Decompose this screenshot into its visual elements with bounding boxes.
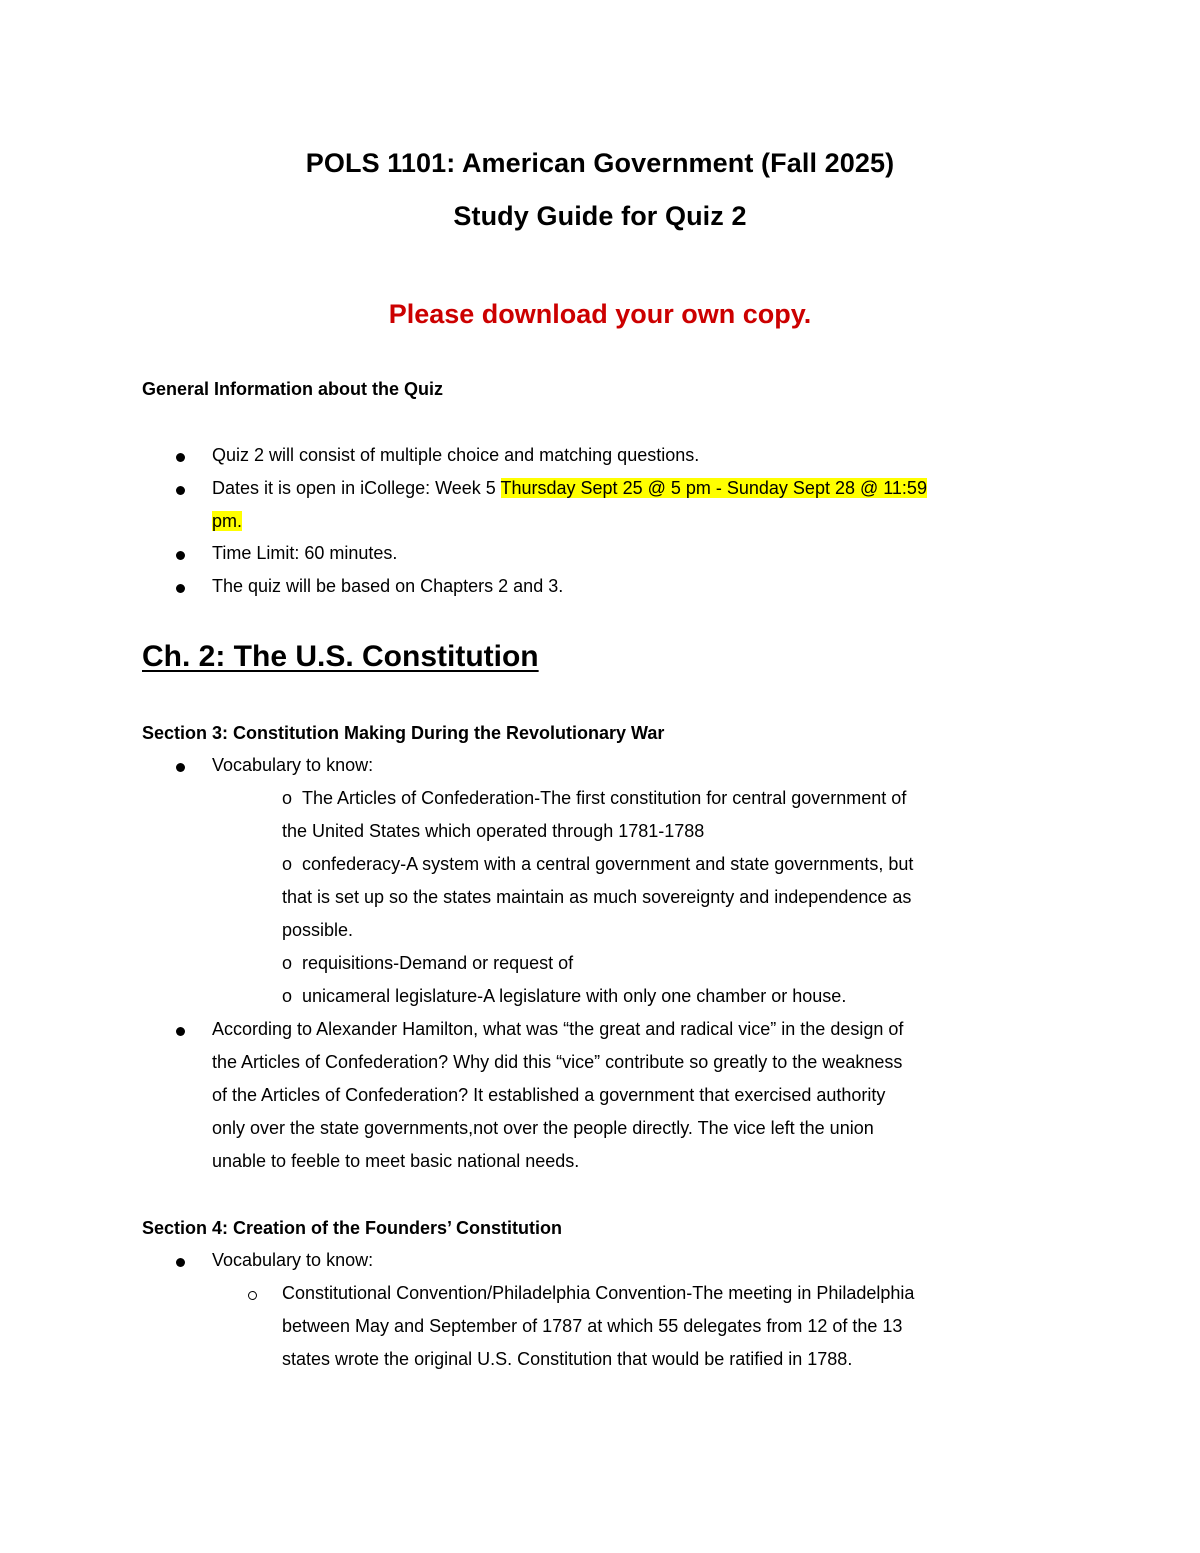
hollow-circle-bullet-icon — [248, 1291, 257, 1300]
vocab-line: The Articles of Confederation-The first constitution for central government of — [302, 788, 907, 808]
dates-label: Dates it is open in iCollege: Week 5 — [212, 478, 501, 498]
dates-highlight: Thursday Sept 25 @ 5 pm - Sunday Sept 28 @ 11:59 — [500, 478, 927, 498]
general-info-item-4: The quiz will be based on Chapters 2 and 3. — [212, 576, 564, 596]
hamilton-question-line: of the Articles of Confederation? It established a government that exercised authority — [212, 1085, 886, 1105]
general-info-item-2-continued — [212, 509, 242, 533]
bullet-dot-icon — [176, 763, 185, 772]
vocab-line-continued: possible. — [282, 920, 354, 940]
vocab-marker: o — [282, 788, 293, 808]
section-4-vocab-label: Vocabulary to know: — [212, 1250, 374, 1270]
vocab-line: confederacy-A system with a central government and state governments, but — [302, 854, 914, 874]
vocab-marker: o — [282, 986, 293, 1006]
hamilton-question-line: unable to feeble to meet basic national needs. — [212, 1151, 580, 1171]
vocab-line-continued: the United States which operated through 1781-1788 — [282, 821, 705, 841]
bullet-dot-icon — [176, 584, 185, 593]
vocab-line: unicameral legislature-A legislature with only one chamber or house. — [302, 986, 847, 1006]
bullet-dot-icon — [176, 1258, 185, 1267]
hamilton-question-line: the Articles of Confederation? Why did this “vice” contribute so greatly to the weakness — [212, 1052, 903, 1072]
vocab-item-confederacy — [282, 852, 913, 876]
vocab-line-continued: between May and September of 1787 at which 55 delegates from 12 of the 13 — [282, 1316, 903, 1336]
general-info-heading: General Information about the Quiz — [142, 379, 444, 399]
vocab-item-articles — [282, 786, 906, 810]
hamilton-question-line: According to Alexander Hamilton, what was “the great and radical vice” in the design of — [212, 1019, 904, 1039]
bullet-dot-icon — [176, 551, 185, 560]
hamilton-question-line: only over the state governments,not over the people directly. The vice left the union — [212, 1118, 874, 1138]
section-3-heading: Section 3: Constitution Making During the Revolutionary War — [142, 723, 665, 743]
download-notice: Please download your own copy. — [388, 299, 812, 329]
vocab-item-requisitions — [282, 951, 573, 975]
vocab-line-continued: that is set up so the states maintain as much sovereignty and independence as — [282, 887, 912, 907]
vocab-marker: o — [282, 953, 293, 973]
vocab-marker: o — [282, 854, 293, 874]
general-info-item-3: Time Limit: 60 minutes. — [212, 543, 398, 563]
vocab-line-continued: states wrote the original U.S. Constitution that would be ratified in 1788. — [282, 1349, 853, 1369]
section-3-vocab-label: Vocabulary to know: — [212, 755, 374, 775]
document-subtitle: Study Guide for Quiz 2 — [453, 201, 747, 231]
bullet-dot-icon — [176, 453, 185, 462]
general-info-item-2 — [212, 476, 927, 500]
chapter-2-heading: Ch. 2: The U.S. Constitution — [142, 640, 539, 673]
section-4-heading: Section 4: Creation of the Founders’ Constitution — [142, 1218, 563, 1238]
vocab-item-constitutional-convention: Constitutional Convention/Philadelphia Convention-The meeting in Philadelphia — [282, 1283, 915, 1303]
dates-highlight-end: pm. — [212, 511, 243, 531]
vocab-item-unicameral — [282, 984, 846, 1008]
bullet-dot-icon — [176, 486, 185, 495]
vocab-line: requisitions-Demand or request of — [302, 953, 574, 973]
document-title: POLS 1101: American Government (Fall 2025) — [305, 148, 895, 178]
bullet-dot-icon — [176, 1027, 185, 1036]
general-info-item-1: Quiz 2 will consist of multiple choice and matching questions. — [212, 445, 700, 465]
